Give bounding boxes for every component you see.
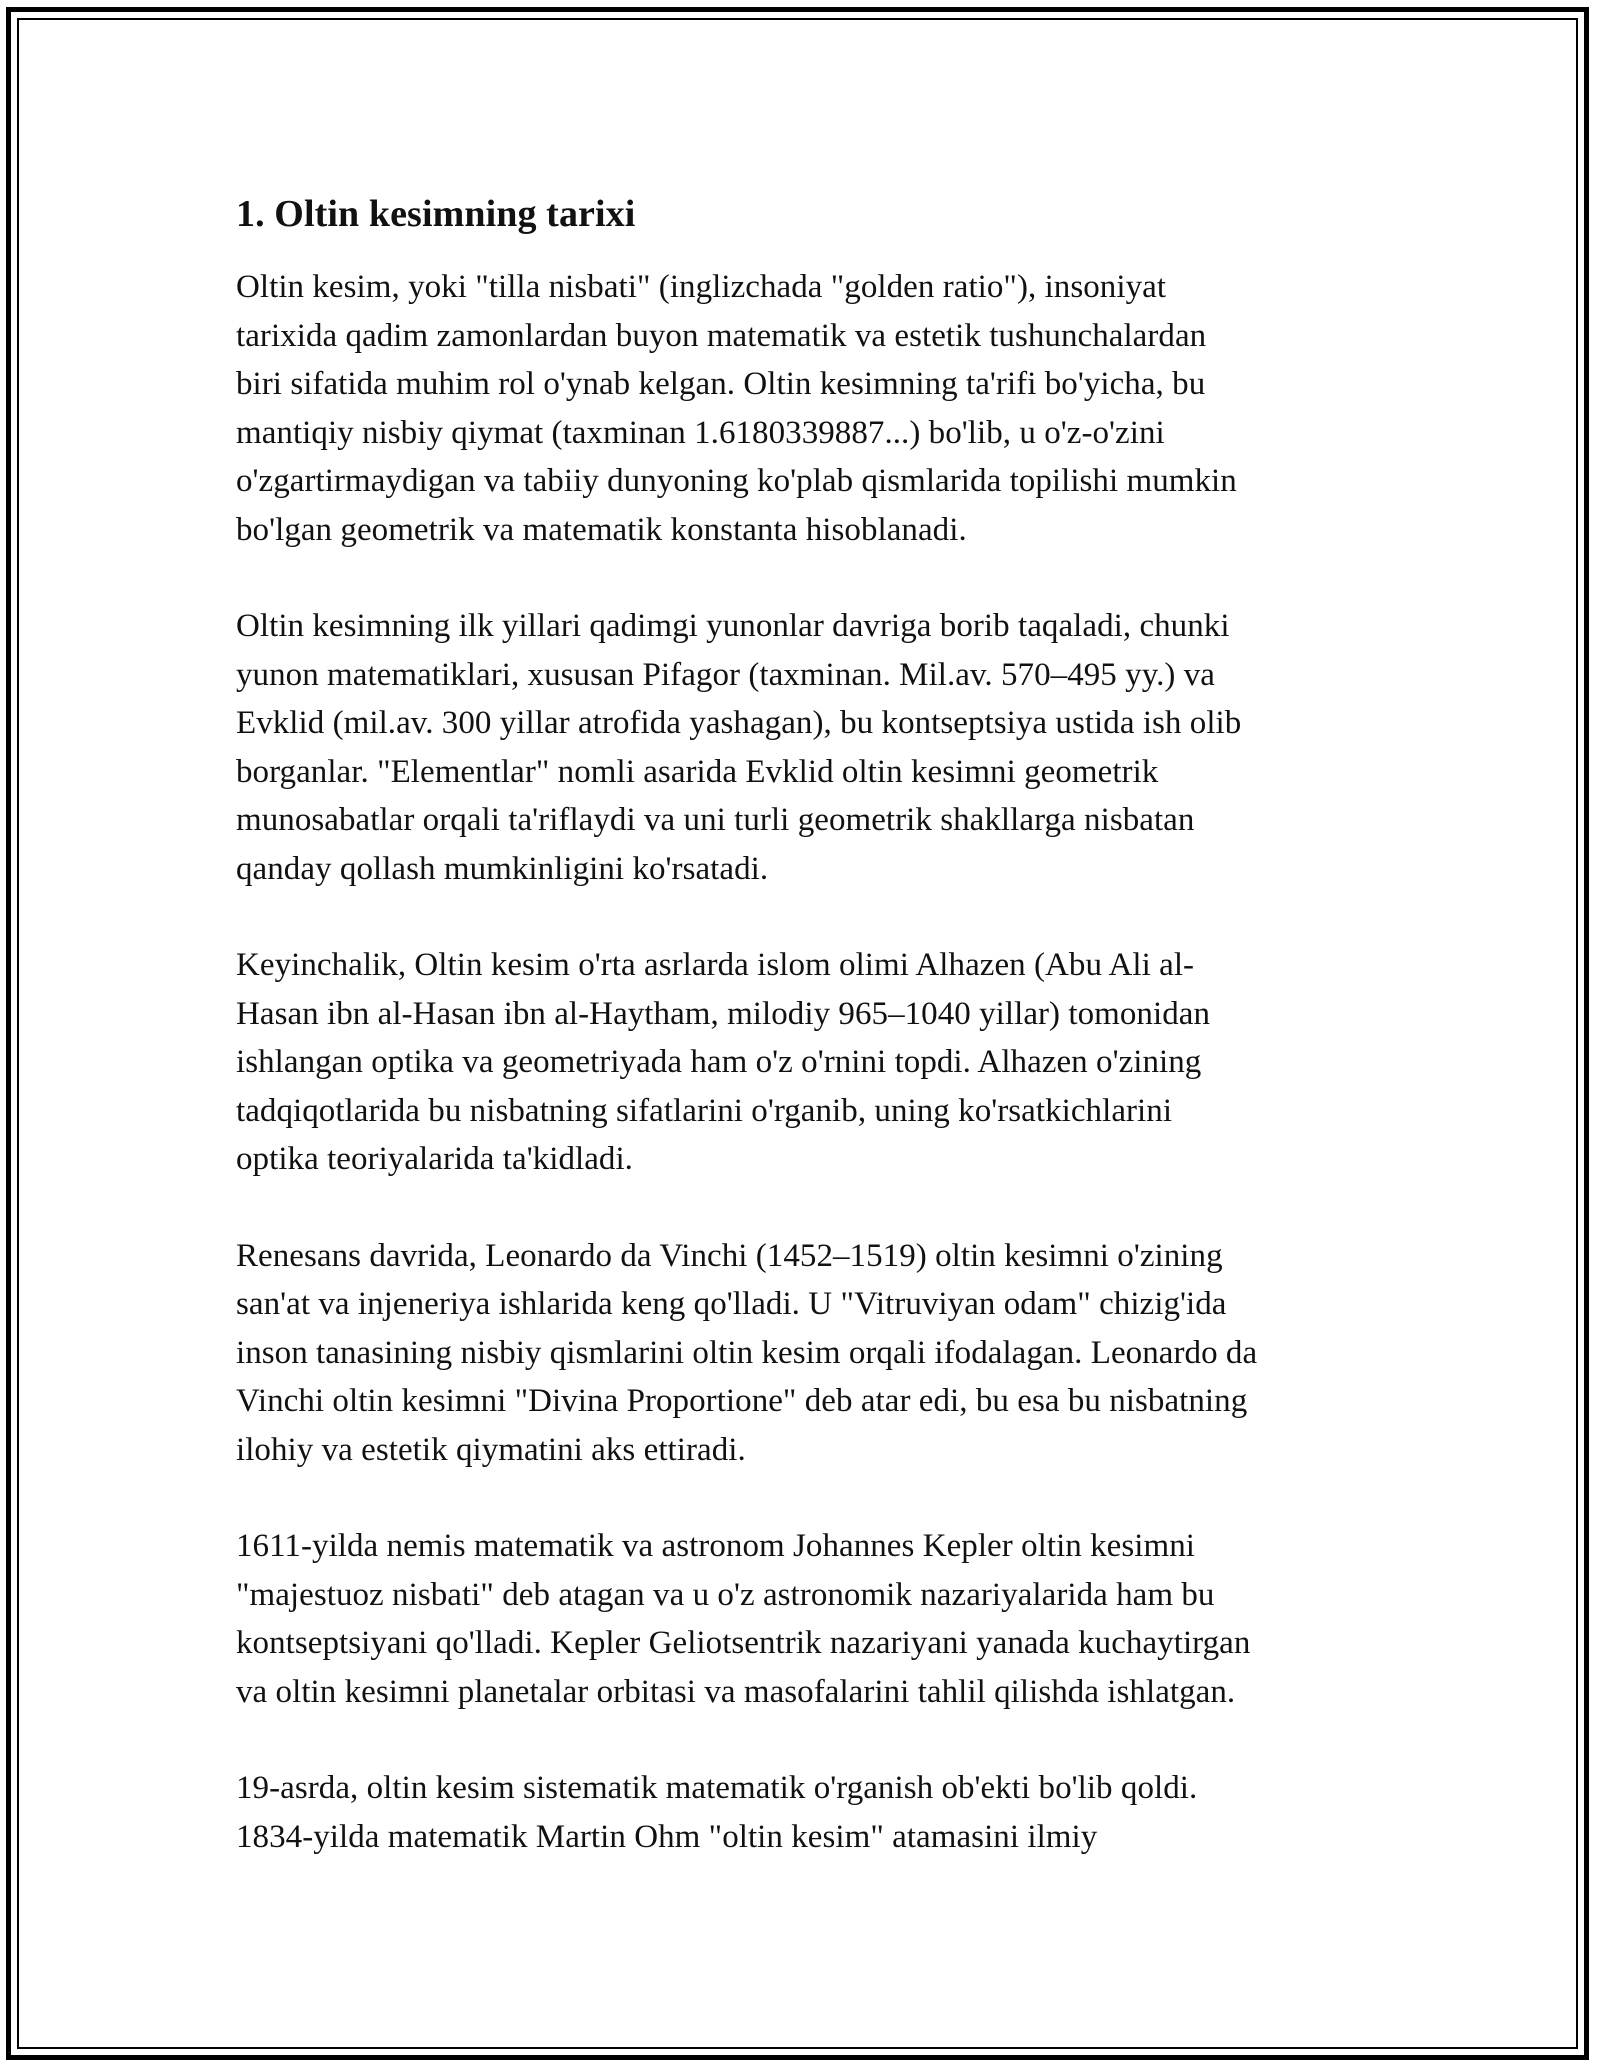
text-line: o'zgartirmaydigan va tabiiy dunyoning ko'plab qismlarida topilishi mumkin [236, 463, 1237, 499]
text-line: tadqiqotlarida bu nisbatning sifatlarini o'rganib, uning ko'rsatkichlarini [236, 1092, 1173, 1129]
text-line: Renesans davrida, Leonardo da Vinchi (1452–1519) oltin kesimni o'zining [236, 1237, 1223, 1274]
text-line: Oltin kesim, yoki "tilla nisbati" (inglizchada "golden ratio"), insoniyat [236, 269, 1167, 305]
text-line: Vinchi oltin kesimni "Divina Proportione" deb atar edi, bu esa bu nisbatning [236, 1383, 1248, 1419]
section-heading: 1. Oltin kesimning tarixi [236, 193, 636, 235]
paragraph-kepler [236, 1522, 1376, 1716]
text-line: Hasan ibn al-Hasan ibn al-Haytham, milodiy 965–1040 yillar) tomonidan [236, 995, 1211, 1032]
text-line: tarixida qadim zamonlardan buyon matematik va estetik tushunchalardan [236, 317, 1207, 354]
text-line: va oltin kesimni planetalar orbitasi va masofalarini tahlil qilishda ishlatgan. [236, 1673, 1236, 1710]
text-line: "majestuoz nisbati" deb atagan va u o'z astronomik nazariyalarida ham bu [236, 1576, 1215, 1613]
text-line: optika teoriyalarida ta'kidladi. [236, 1141, 633, 1177]
paragraph-alhazen [236, 941, 1376, 1184]
text-line: Oltin kesimning ilk yillari qadimgi yunonlar davriga borib taqaladi, chunki [236, 608, 1230, 644]
text-line: bo'lgan geometrik va matematik konstanta hisoblanadi. [236, 511, 967, 548]
paragraph-greeks [236, 602, 1376, 893]
text-line: inson tanasining nisbiy qismlarini oltin kesim orqali ifodalagan. Leonardo da [236, 1334, 1258, 1371]
paragraph-19th-century [236, 1764, 1376, 1861]
document-body [236, 187, 1376, 1909]
paragraph-renaissance [236, 1232, 1376, 1475]
text-line: Evklid (mil.av. 300 yillar atrofida yashagan), bu kontseptsiya ustida ish olib [236, 705, 1242, 741]
paragraph-definition [236, 263, 1376, 554]
text-line: qanday qollash mumkinligini ko'rsatadi. [236, 850, 769, 887]
text-line: 1834-yilda matematik Martin Ohm "oltin kesim" atamasini ilmiy [236, 1818, 1098, 1855]
text-line: ishlangan optika va geometriyada ham o'z o'rnini topdi. Alhazen o'zining [236, 1044, 1202, 1080]
text-line: munosabatlar orqali ta'riflaydi va uni turli geometrik shakllarga nisbatan [236, 802, 1195, 838]
text-line: ilohiy va estetik qiymatini aks ettiradi. [236, 1431, 746, 1468]
text-line: 19-asrda, oltin kesim sistematik matematik o'rganish ob'ekti bo'lib qoldi. [236, 1770, 1198, 1806]
text-line: biri sifatida muhim rol o'ynab kelgan. Oltin kesimning ta'rifi bo'yicha, bu [236, 366, 1206, 402]
text-line: Keyinchalik, Oltin kesim o'rta asrlarda islom olimi Alhazen (Abu Ali al- [236, 947, 1195, 983]
text-line: mantiqiy nisbiy qiymat (taxminan 1.6180339887...) bo'lib, u o'z-o'zini [236, 414, 1165, 451]
text-line: 1611-yilda nemis matematik va astronom Johannes Kepler oltin kesimni [236, 1528, 1195, 1564]
text-line: yunon matematiklari, xususan Pifagor (taxminan. Mil.av. 570–495 yy.) va [236, 656, 1215, 693]
text-line: san'at va injeneriya ishlarida keng qo'lladi. U "Vitruviyan odam" chizig'ida [236, 1286, 1227, 1322]
text-line: borganlar. "Elementlar" nomli asarida Evklid oltin kesimni geometrik [236, 753, 1159, 790]
text-line: kontseptsiyani qo'lladi. Kepler Geliotsentrik nazariyani yanada kuchaytirgan [236, 1625, 1251, 1661]
